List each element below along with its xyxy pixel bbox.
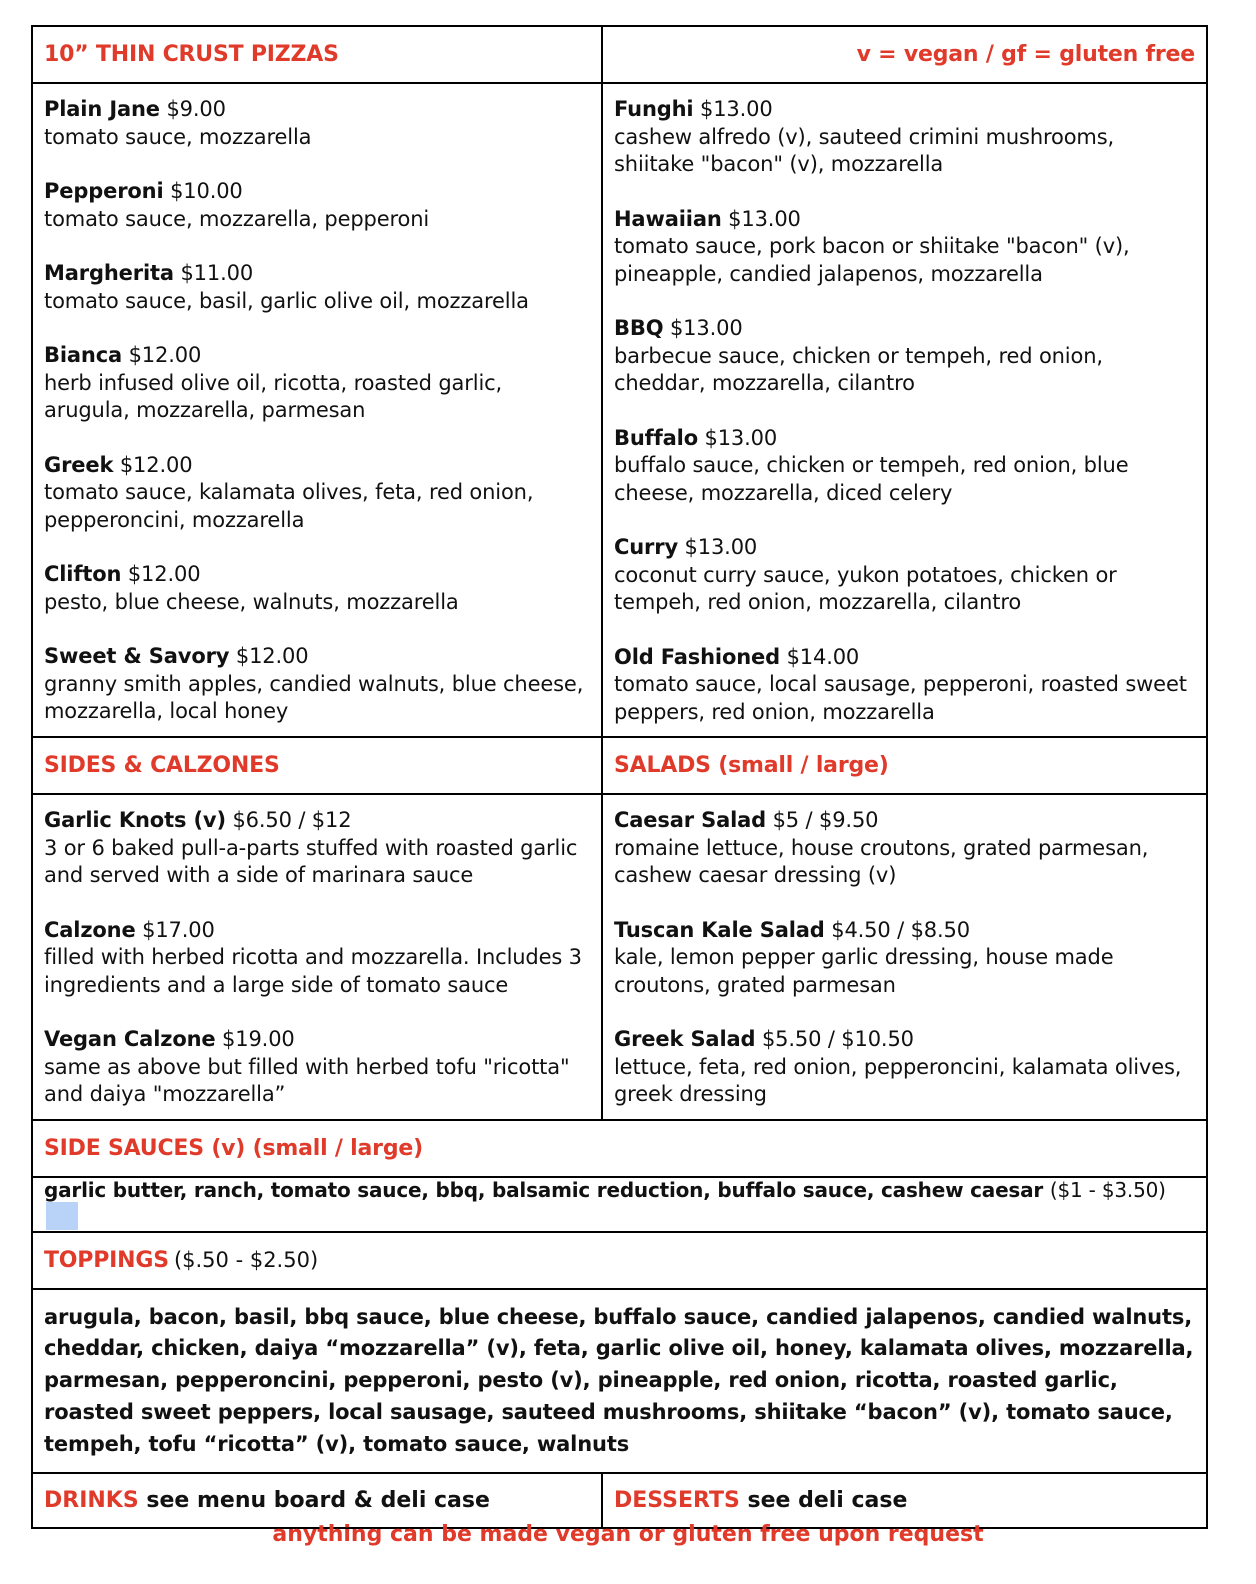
menu-item	[614, 534, 1195, 617]
item-desc: pesto, blue cheese, walnuts, mozzarella	[44, 589, 459, 614]
item-price: $12.00	[235, 644, 309, 668]
item-desc: cashew alfredo (v), sauteed crimini mushrooms, shiitake "bacon" (v), mozzarella	[614, 124, 1115, 176]
menu-item	[44, 178, 590, 233]
item-desc: kale, lemon pepper garlic dressing, house made croutons, grated parmesan	[614, 945, 1114, 997]
item-name: Funghi	[614, 97, 694, 121]
item-name: Plain Jane	[44, 97, 160, 121]
item-desc: tomato sauce, pork bacon or shiitake "bacon" (v), pineapple, candied jalapenos, mozzarella	[614, 234, 1130, 286]
pizzas-row	[32, 83, 1207, 737]
item-price: $12.00	[127, 562, 201, 586]
toppings-header-row	[32, 1232, 1207, 1289]
toppings-list: arugula, bacon, basil, bbq sauce, blue cheese, buffalo sauce, candied jalapenos, candied walnuts, cheddar, chicken, daiya “mozzarella” (v), feta, garlic olive oil, honey, kalamata olives, mozzarella, parmesan, pepperoncini, pepperoni, pesto (v), pineapple, red onion, ricotta, roasted garlic, roasted sweet peppers, local sausage, sauteed mushrooms, shiitake “bacon” (v), tomato sauce, tempeh, tofu “ricotta” (v), tomato sauce, walnuts	[44, 1304, 1194, 1456]
item-desc: tomato sauce, kalamata olives, feta, red onion, pepperoncini, mozzarella	[44, 480, 534, 532]
sides-title: SIDES & CALZONES	[44, 753, 280, 778]
item-price: $5.50 / $10.50	[761, 1027, 914, 1051]
item-price: $13.00	[704, 425, 778, 450]
item-price: $4.50 / $8.50	[831, 917, 970, 942]
menu-item	[44, 260, 590, 315]
item-desc: tomato sauce, mozzarella	[44, 124, 312, 149]
item-desc: herb infused olive oil, ricotta, roasted garlic, arugula, mozzarella, parmesan	[44, 370, 503, 422]
item-price: $12.00	[128, 343, 202, 367]
item-desc: coconut curry sauce, yukon potatoes, chicken or tempeh, red onion, mozzarella, cilantro	[614, 562, 1117, 614]
item-desc: tomato sauce, basil, garlic olive oil, mozzarella	[44, 288, 529, 313]
item-name: Buffalo	[614, 425, 698, 450]
menu-item	[44, 96, 590, 151]
sides-salads-row	[32, 794, 1207, 1120]
item-name: Vegan Calzone	[44, 1027, 216, 1051]
drinks-desserts-row	[32, 1473, 1207, 1528]
item-price: $13.00	[684, 535, 758, 559]
toppings-row	[32, 1289, 1207, 1474]
item-desc: tomato sauce, mozzarella, pepperoni	[44, 206, 430, 231]
item-price: $13.00	[700, 97, 773, 121]
item-desc: buffalo sauce, chicken or tempeh, red onion, blue cheese, mozzarella, diced celery	[614, 453, 1129, 505]
item-desc: lettuce, feta, red onion, pepperoncini, kalamata olives, greek dressing	[614, 1054, 1182, 1106]
toppings-title: TOPPINGS	[44, 1247, 169, 1273]
menu-item	[44, 561, 590, 616]
menu-item	[44, 807, 590, 890]
item-desc: tomato sauce, local sausage, pepperoni, roasted sweet peppers, red onion, mozzarella	[614, 672, 1187, 724]
item-name: Pepperoni	[44, 179, 164, 203]
item-desc: romaine lettuce, house croutons, grated parmesan, cashew caesar dressing (v)	[614, 835, 1149, 887]
menu-item	[614, 1026, 1195, 1109]
desserts-text: see deli case	[747, 1488, 908, 1514]
text-selection-highlight	[46, 1202, 78, 1230]
item-price: $9.00	[166, 97, 226, 121]
item-name: Sweet & Savory	[44, 644, 230, 668]
item-desc: barbecue sauce, chicken or tempeh, red onion, cheddar, mozzarella, cilantro	[614, 343, 1103, 395]
salads-title: SALADS (small / large)	[614, 753, 889, 778]
item-price: $19.00	[222, 1027, 295, 1051]
menu-table	[31, 25, 1208, 1529]
item-name: Curry	[614, 535, 679, 559]
side-sauces-price: ($1 - $3.50)	[1049, 1178, 1166, 1202]
pizzas-left-column	[32, 83, 602, 737]
sides-column	[32, 794, 602, 1120]
item-name: Margherita	[44, 261, 174, 285]
item-desc: filled with herbed ricotta and mozzarella. Includes 3 ingredients and a large side of tomato sauce	[44, 945, 582, 997]
item-name: Bianca	[44, 343, 123, 367]
item-desc: same as above but filled with herbed tofu "ricotta" and daiya "mozzarella”	[44, 1054, 570, 1106]
item-price: $5 / $9.50	[772, 808, 879, 832]
menu-item	[44, 917, 590, 1000]
drinks-label: DRINKS	[44, 1488, 139, 1514]
menu-item	[614, 206, 1195, 289]
item-price: $13.00	[669, 316, 743, 340]
item-price: $10.00	[170, 179, 243, 203]
pizzas-header-row	[32, 26, 1207, 83]
item-name: Hawaiian	[614, 206, 722, 231]
drinks-text: see menu board & deli case	[146, 1488, 490, 1514]
menu-item	[44, 1026, 590, 1109]
menu-item	[44, 643, 590, 726]
footer-note: anything can be made vegan or gluten free upon request	[272, 1522, 984, 1547]
menu-item	[44, 452, 590, 535]
menu-item	[614, 96, 1195, 179]
item-name: Clifton	[44, 562, 122, 586]
diet-legend: v = vegan / gf = gluten free	[856, 42, 1195, 67]
side-sauces-header-row	[32, 1120, 1207, 1177]
desserts-label: DESSERTS	[614, 1488, 740, 1514]
item-price: $12.00	[119, 452, 193, 477]
pizzas-right-column	[602, 83, 1207, 737]
item-name: Garlic Knots (v)	[44, 808, 226, 832]
menu-item	[44, 342, 590, 425]
menu-item	[614, 425, 1195, 508]
item-price: $14.00	[786, 644, 860, 669]
item-desc: 3 or 6 baked pull-a-parts stuffed with roasted garlic and served with a side of marinara sauce	[44, 835, 578, 887]
menu-item	[614, 807, 1195, 890]
item-name: Calzone	[44, 917, 136, 942]
toppings-price: ($.50 - $2.50)	[173, 1247, 319, 1272]
item-name: BBQ	[614, 316, 664, 340]
item-price: $17.00	[142, 917, 215, 942]
item-name: Caesar Salad	[614, 808, 767, 832]
menu-item	[614, 315, 1195, 398]
item-name: Tuscan Kale Salad	[614, 917, 825, 942]
item-name: Greek	[44, 452, 114, 477]
item-desc: granny smith apples, candied walnuts, blue cheese, mozzarella, local honey	[44, 671, 584, 723]
pizzas-title: 10” THIN CRUST PIZZAS	[44, 42, 339, 67]
sides-salads-header-row	[32, 737, 1207, 794]
item-name: Greek Salad	[614, 1027, 756, 1051]
menu-item	[614, 644, 1195, 727]
item-name: Old Fashioned	[614, 644, 781, 669]
item-price: $6.50 / $12	[232, 808, 352, 832]
item-price: $11.00	[180, 261, 254, 285]
side-sauces-row	[32, 1177, 1207, 1232]
menu-item	[614, 917, 1195, 1000]
salads-column	[602, 794, 1207, 1120]
side-sauces-title: SIDE SAUCES (v) (small / large)	[44, 1135, 423, 1161]
side-sauces-list: garlic butter, ranch, tomato sauce, bbq, balsamic reduction, buffalo sauce, cashew caesar	[44, 1178, 1044, 1202]
item-price: $13.00	[728, 206, 801, 231]
